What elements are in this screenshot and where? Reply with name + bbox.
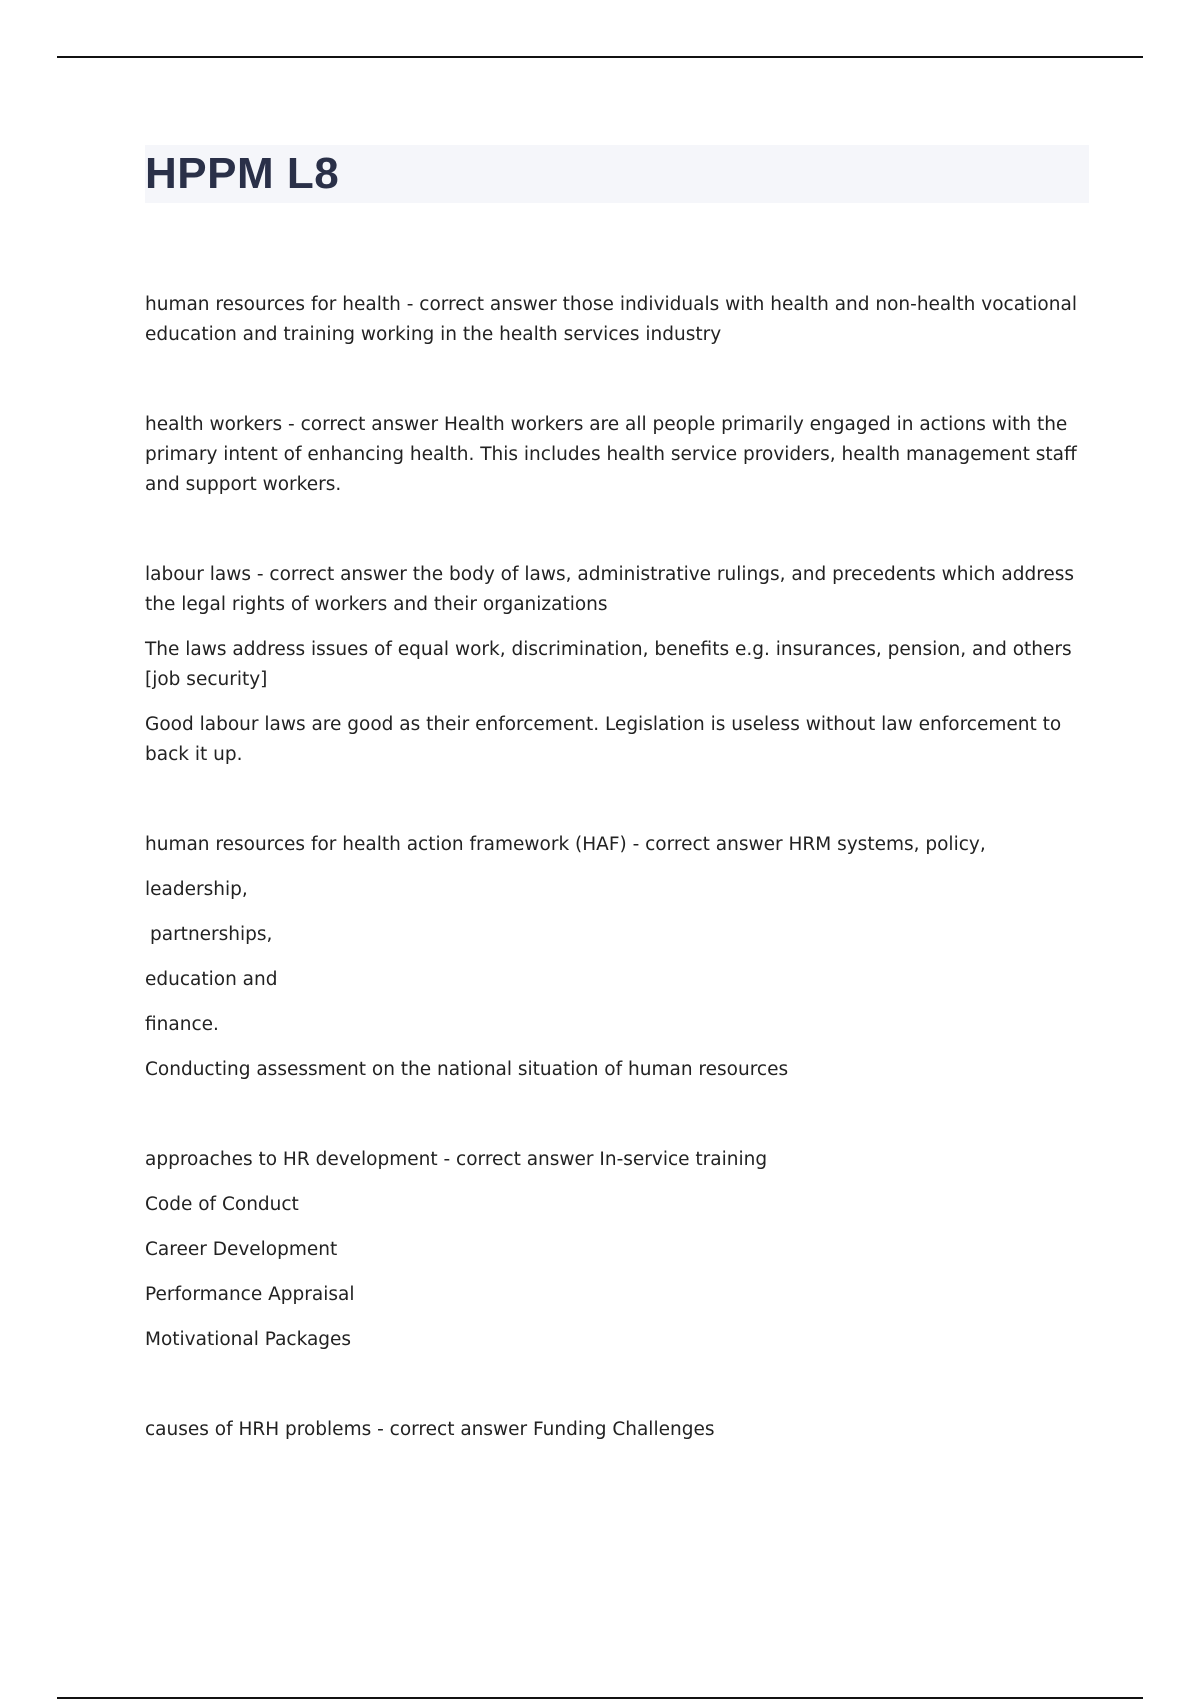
entry-labour-laws [145,560,1089,770]
entry-line: leadership, [145,879,248,900]
entry-line: Performance Appraisal [145,1284,355,1305]
entry-approaches-to-hr-development [145,1145,1089,1355]
entry-paragraph: human resources for health - correct answer those individuals with health and non-health vocational education and training working in the health services industry [145,294,1077,345]
entry-line: education and [145,969,278,990]
entry-line: Code of Conduct [145,1194,299,1215]
entry-line: approaches to HR development - correct answer In-service training [145,1149,768,1170]
entry-line: finance. [145,1014,219,1035]
entry-paragraph: health workers - correct answer Health workers are all people primarily engaged in actions with the primary intent of enhancing health. This includes health service providers, health management staff and support workers. [145,414,1077,495]
entry-paragraph: Good labour laws are good as their enforcement. Legislation is useless without law enforcement to back it up. [145,714,1062,765]
entry-line: Career Development [145,1239,338,1260]
document-body [145,290,1089,1505]
entry-causes-of-hrh-problems [145,1415,1089,1445]
entry-line: causes of HRH problems - correct answer Funding Challenges [145,1419,715,1440]
entry-hrh-action-framework [145,830,1089,1085]
entry-paragraph: labour laws - correct answer the body of laws, administrative rulings, and precedents which address the legal rights of workers and their organizations [145,564,1075,615]
entry-human-resources-for-health [145,290,1089,350]
entry-line: Conducting assessment on the national situation of human resources [145,1059,789,1080]
entry-line: Motivational Packages [145,1329,352,1350]
page-title: HPPM L8 [145,149,340,198]
entry-health-workers [145,410,1089,500]
entry-line: human resources for health action framework (HAF) - correct answer HRM systems, policy, [145,834,986,855]
top-divider [57,56,1143,58]
entry-line: partnerships, [150,924,273,945]
entry-paragraph: The laws address issues of equal work, discrimination, benefits e.g. insurances, pension, and others [job security] [145,639,1072,690]
bottom-divider [57,1697,1143,1699]
